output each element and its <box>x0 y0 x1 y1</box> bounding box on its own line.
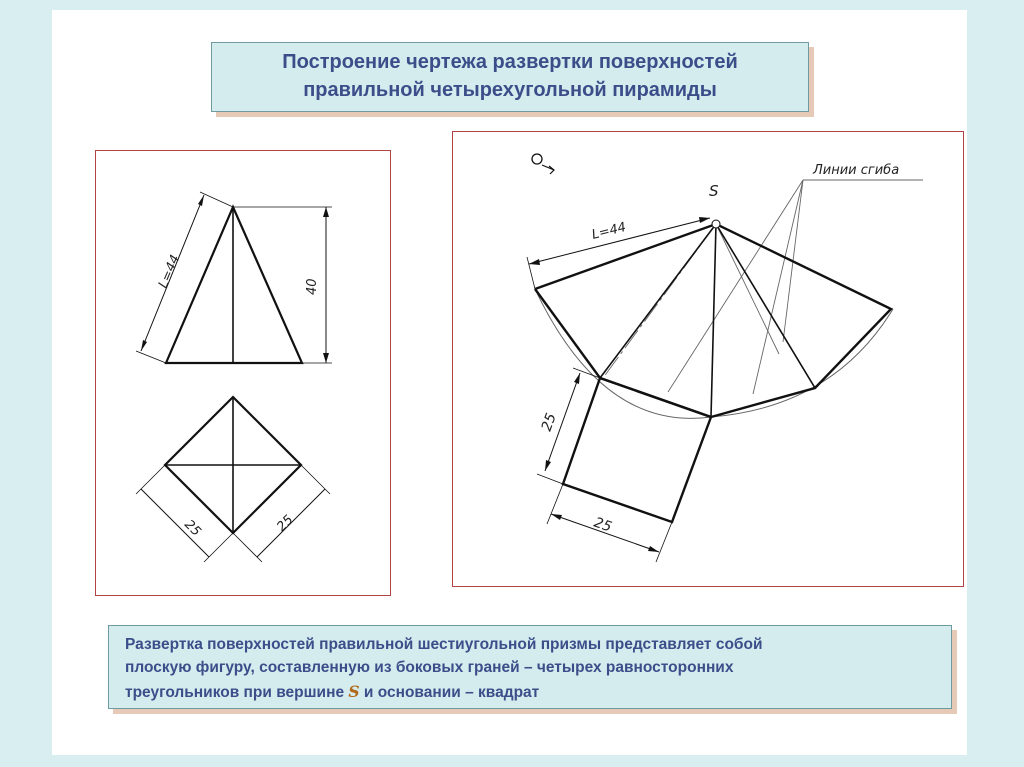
description-line-3 <box>125 682 539 702</box>
description-vertex: S <box>348 682 360 701</box>
title-box <box>211 42 809 112</box>
net-drawing <box>453 132 963 586</box>
net-slant-label: L=44 <box>590 219 628 243</box>
description-line-3-end: и основании – квадрат <box>359 684 540 701</box>
net-panel <box>452 131 964 587</box>
title-line-1: Построение чертежа развертки поверхностей <box>282 51 738 73</box>
description-box <box>108 625 952 709</box>
views-drawing <box>96 151 390 595</box>
vertex-label: S <box>709 182 719 200</box>
views-panel <box>95 150 391 596</box>
top-side-label-right: 25 <box>274 512 297 535</box>
front-slant-label: L=44 <box>155 252 184 291</box>
description-line-2: плоскую фигуру, составленную из боковых граней – четырех равносторонних <box>125 659 734 676</box>
fold-lines-label: Линии сгиба <box>813 163 900 178</box>
square-side-label: 25 <box>538 411 560 434</box>
front-view-triangle <box>166 207 302 363</box>
description-line-3-start: треугольников при вершине <box>125 684 349 701</box>
vertex-point <box>712 220 720 228</box>
net-base-square <box>563 378 711 522</box>
square-bottom-label: 25 <box>591 514 614 536</box>
title-line-2: правильной четырехугольной пирамиды <box>303 79 717 101</box>
front-height-label: 40 <box>305 278 320 295</box>
origin-label: O <box>453 132 454 133</box>
origin-circle <box>532 154 542 164</box>
top-side-label-left: 25 <box>181 517 204 540</box>
description-line-1: Развертка поверхностей правильной шестиугольной призмы представляет собой <box>125 636 763 653</box>
